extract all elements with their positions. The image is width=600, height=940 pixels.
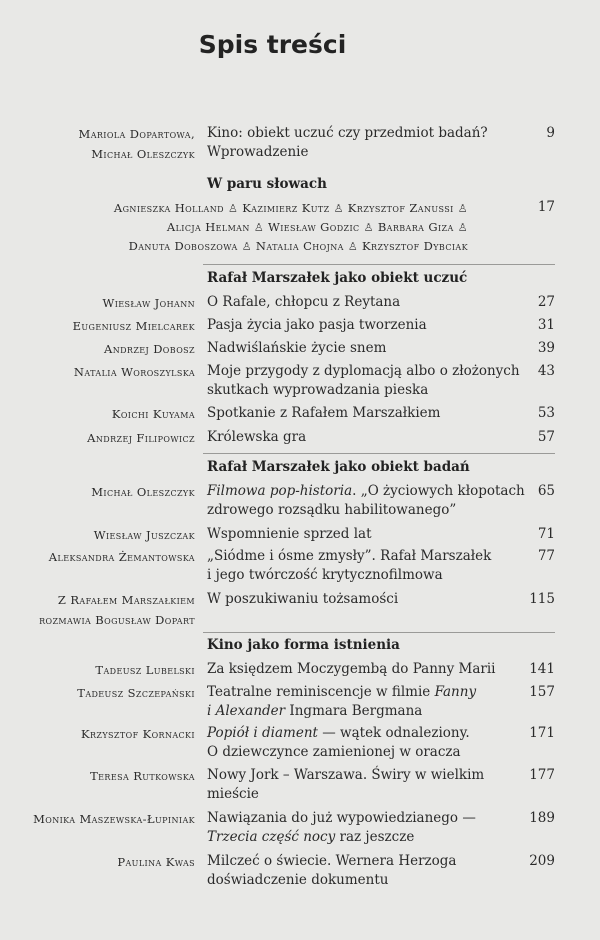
title-line: skutkach wyprowadzania pieska xyxy=(207,382,429,398)
entry-page: 53 xyxy=(537,405,555,421)
title-line: W poszukiwaniu tożsamości xyxy=(207,591,399,607)
ampersand-glyph: ♙ xyxy=(347,240,363,253)
entry-author xyxy=(0,404,195,424)
contributors-line xyxy=(129,236,468,257)
entry-author xyxy=(0,852,195,872)
contributor: Barbara Giza xyxy=(377,220,454,234)
entry-title xyxy=(207,852,527,890)
ampersand-glyph: ♙ xyxy=(333,202,348,215)
section-heading: Kino jako forma istnienia xyxy=(207,637,400,653)
title-line: Wprowadzenie xyxy=(207,144,309,160)
entry-title xyxy=(207,428,527,447)
author-line: rozmawia Bogusław Dopart xyxy=(39,613,195,627)
author-line: Tadeusz Lubelski xyxy=(95,663,195,677)
entry-author xyxy=(0,525,195,545)
title-italic: i Alexander xyxy=(207,703,286,719)
author-line: Andrzej Filipowicz xyxy=(87,431,195,445)
author-line: Tadeusz Szczepański xyxy=(77,686,195,700)
title-line xyxy=(207,683,527,702)
title-line: Milczeć o świecie. Wernera Herzoga xyxy=(207,853,457,869)
entry-title xyxy=(207,124,527,162)
section-rule xyxy=(203,453,555,454)
contributor: Natalia Chojna xyxy=(255,239,344,253)
title-line xyxy=(207,702,527,721)
entry-title xyxy=(207,724,527,762)
entry-author xyxy=(0,590,195,630)
entry-author xyxy=(0,547,195,567)
title-italic: Filmowa pop-historia xyxy=(207,483,353,499)
author-line: Z Rafałem Marszałkiem xyxy=(57,593,195,607)
author-line: Mariola Dopartowa, xyxy=(78,127,195,141)
author-line: Koichi Kuyama xyxy=(111,407,195,421)
title-line xyxy=(207,828,527,847)
ampersand-glyph: ♙ xyxy=(363,221,378,234)
entry-page: 189 xyxy=(529,810,555,826)
page-title: Spis treści xyxy=(198,30,347,59)
title-text: Teatralne reminiscencje w filmie xyxy=(207,684,435,700)
section-heading: Rafał Marszałek jako obiekt badań xyxy=(207,459,470,475)
entry-title xyxy=(207,293,527,312)
entry-author xyxy=(0,683,195,703)
entry-title xyxy=(207,766,527,804)
author-line: Wiesław Johann xyxy=(102,296,195,310)
title-text: — wątek odnaleziony. xyxy=(317,725,470,741)
title-line: Spotkanie z Rafałem Marszałkiem xyxy=(207,405,441,421)
author-line: Michał Oleszczyk xyxy=(91,485,195,499)
entry-page: 71 xyxy=(537,526,555,542)
title-line: O dziewczynce zamienionej w oracza xyxy=(207,744,461,760)
ampersand-glyph: ♙ xyxy=(457,202,468,215)
entry-page: 9 xyxy=(546,125,555,141)
contributor: Wiesław Godzic xyxy=(267,220,360,234)
author-line: Eugeniusz Mielcarek xyxy=(72,319,195,333)
title-line xyxy=(207,724,527,743)
contributor: Krzysztof Zanussi xyxy=(347,201,454,215)
entry-title xyxy=(207,339,527,358)
author-line: Andrzej Dobosz xyxy=(103,342,195,356)
title-line: Za księdzem Moczygembą do Panny Marii xyxy=(207,661,496,677)
title-line: O Rafale, chłopcu z Reytana xyxy=(207,294,401,310)
entry-author xyxy=(0,482,195,502)
entry-author xyxy=(0,362,195,382)
entry-page: 57 xyxy=(537,429,555,445)
ampersand-glyph: ♙ xyxy=(253,221,268,234)
entry-page: 209 xyxy=(529,853,555,869)
entry-page: 141 xyxy=(529,661,555,677)
title-line: Nowy Jork – Warszawa. Świry w wielkim xyxy=(207,767,485,783)
title-line: Pasja życia jako pasja tworzenia xyxy=(207,317,427,333)
contributor: Kazimierz Kutz xyxy=(242,201,330,215)
title-line: Królewska gra xyxy=(207,429,307,445)
entry-page: 77 xyxy=(537,548,555,564)
contributor: Agnieszka Holland xyxy=(113,201,224,215)
entry-title xyxy=(207,404,527,423)
entry-author xyxy=(0,316,195,336)
entry-page: 27 xyxy=(537,294,555,310)
contributor: Alicja Helman xyxy=(166,220,250,234)
section-heading: Rafał Marszałek jako obiekt uczuć xyxy=(207,270,468,286)
entry-author xyxy=(0,293,195,313)
entry-author xyxy=(0,766,195,786)
contributor: Krzysztof Dybciak xyxy=(362,239,468,253)
entry-page: 171 xyxy=(529,725,555,741)
entry-page: 115 xyxy=(529,591,555,607)
entry-author xyxy=(0,339,195,359)
title-text: raz jeszcze xyxy=(335,829,415,845)
contributor: Danuta Doboszowa xyxy=(128,239,238,253)
title-line: „Siódme i ósme zmysły”. Rafał Marszałek xyxy=(207,548,492,564)
title-line: Kino: obiekt uczuć czy przedmiot badań? xyxy=(207,125,488,141)
entry-page: 157 xyxy=(529,684,555,700)
contributors-line xyxy=(167,217,468,238)
ampersand-glyph: ♙ xyxy=(241,240,256,253)
entry-title xyxy=(207,525,527,544)
entry-author xyxy=(0,724,195,744)
ampersand-glyph: ♙ xyxy=(457,221,468,234)
title-text: Ingmara Bergmana xyxy=(285,703,423,719)
title-line: mieście xyxy=(207,786,259,802)
section-heading: W paru słowach xyxy=(207,176,327,192)
entry-author xyxy=(0,809,195,829)
title-line: doświadczenie dokumentu xyxy=(207,872,389,888)
author-line: Natalia Woroszylska xyxy=(73,365,195,379)
title-line: i jego twórczość krytycznofilmowa xyxy=(207,567,443,583)
entry-title xyxy=(207,482,527,520)
entry-author xyxy=(0,428,195,448)
section-rule xyxy=(203,264,555,265)
title-line: Wspomnienie sprzed lat xyxy=(207,526,372,542)
author-line: Teresa Rutkowska xyxy=(90,769,195,783)
entry-page: 65 xyxy=(537,483,555,499)
entry-page: 17 xyxy=(537,199,555,215)
author-line: Michał Oleszczyk xyxy=(91,147,195,161)
contributors-line xyxy=(114,198,468,219)
entry-page: 39 xyxy=(537,340,555,356)
author-line: Krzysztof Kornacki xyxy=(80,727,195,741)
entry-title xyxy=(207,809,527,847)
title-italic: Fanny xyxy=(434,684,477,700)
title-line: Nadwiślańskie życie snem xyxy=(207,340,387,356)
author-line: Wiesław Juszczak xyxy=(93,528,195,542)
entry-page: 31 xyxy=(537,317,555,333)
author-line: Aleksandra Żemantowska xyxy=(48,550,195,564)
entry-title xyxy=(207,316,527,335)
entry-title xyxy=(207,683,527,721)
entry-author xyxy=(0,660,195,680)
entry-author xyxy=(0,124,195,164)
title-line: Nawiązania do już wypowiedzianego — xyxy=(207,810,476,826)
title-line: zdrowego rozsądku habilitowanego” xyxy=(207,502,457,518)
entry-title xyxy=(207,660,527,679)
entry-page: 43 xyxy=(537,363,555,379)
title-line xyxy=(207,482,527,501)
section-rule xyxy=(203,632,555,633)
title-text: . „O życiowych kłopotach xyxy=(352,483,525,499)
entry-title xyxy=(207,590,527,609)
author-line: Monika Maszewska-Łupiniak xyxy=(33,812,195,826)
entry-page: 177 xyxy=(529,767,555,783)
ampersand-glyph: ♙ xyxy=(228,202,243,215)
title-italic: Popiół i diament xyxy=(207,725,318,741)
author-line: Paulina Kwas xyxy=(117,855,195,869)
title-italic: Trzecia część nocy xyxy=(207,829,336,845)
entry-title xyxy=(207,547,527,585)
entry-title xyxy=(207,362,527,400)
title-line: Moje przygody z dyplomacją albo o złożonych xyxy=(207,363,520,379)
